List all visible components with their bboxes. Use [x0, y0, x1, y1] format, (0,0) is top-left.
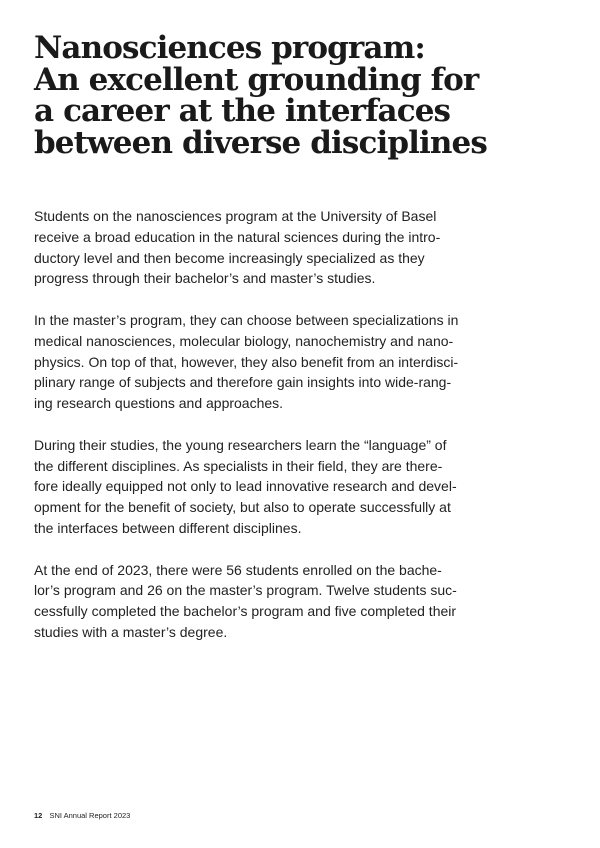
text-line: Students on the nanosciences program at the University of Basel [34, 208, 437, 224]
page-footer [34, 811, 130, 821]
body-text [34, 206, 474, 664]
text-line: cessfully completed the bachelor’s program and five completed their [34, 603, 457, 620]
text-line: lor’s program and 26 on the master’s program. Twelve students suc- [34, 582, 457, 599]
paragraph-masters-program [34, 310, 474, 414]
paragraph-program-overview [34, 206, 474, 289]
publication-title: SNI Annual Report 2023 [49, 811, 131, 820]
text-line: physics. On top of that, however, they also benefit from an interdisci- [34, 353, 459, 370]
text-line: the different disciplines. As specialists in their field, they are there- [34, 457, 443, 474]
text-line: At the end of 2023, there were 56 students enrolled on the bache- [34, 561, 442, 578]
title-line: between diverse disciplines [34, 124, 487, 161]
page-number: 12 [34, 811, 43, 820]
text-line: fore ideally equipped not only to lead innovative research and devel- [34, 478, 457, 495]
text-line: progress through their bachelor’s and master’s studies. [34, 270, 376, 287]
text-line: During their studies, the young researchers learn the “language” of [34, 436, 447, 453]
text-line: ductory level and then become increasingly specialized as they [34, 249, 425, 266]
paragraph-disciplines [34, 435, 474, 539]
text-line: receive a broad education in the natural sciences during the intro- [34, 228, 441, 245]
text-line: studies with a master’s degree. [34, 623, 228, 640]
paragraph-enrollment-stats [34, 560, 474, 643]
text-line: plinary range of subjects and therefore gain insights into wide-rang- [34, 374, 452, 391]
title-line: An excellent grounding for [34, 61, 479, 98]
title-line: a career at the interfaces [34, 93, 451, 129]
text-line: medical nanosciences, molecular biology, nanochemistry and nano- [34, 332, 454, 349]
text-line: ing research questions and approaches. [34, 395, 284, 412]
page-title [34, 30, 574, 161]
text-line: opment for the benefit of society, but also to operate successfully at [34, 499, 451, 516]
text-line: the interfaces between different disciplines. [34, 519, 302, 536]
title-line: Nanosciences program: [34, 30, 425, 66]
text-line: In the master’s program, they can choose between specializations in [34, 311, 459, 328]
